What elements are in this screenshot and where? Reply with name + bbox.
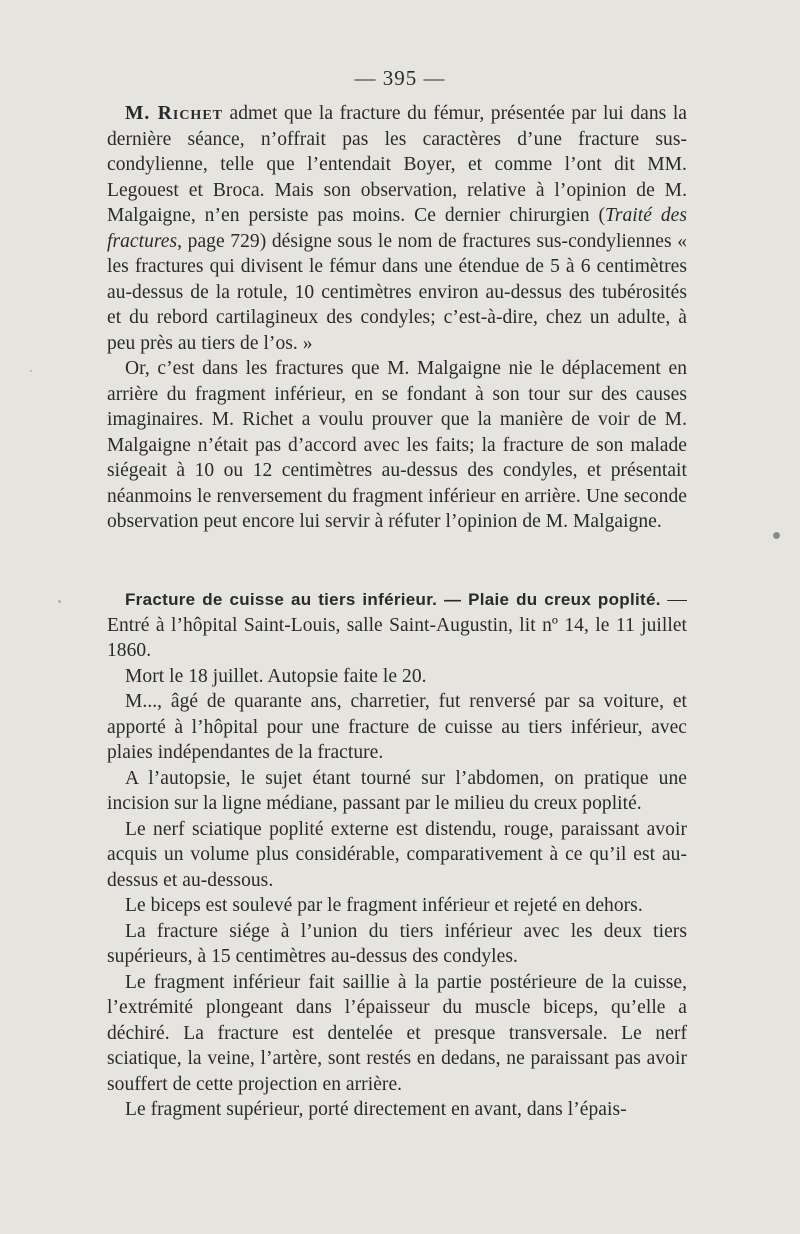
- paper-speck: [773, 532, 780, 539]
- page-number: — 395 —: [354, 66, 446, 90]
- paper-speck: [30, 370, 32, 372]
- case-death: Mort le 18 juillet. Autopsie faite le 20.: [125, 665, 427, 687]
- book-title: Traité des fractures: [107, 205, 688, 252]
- paragraph-text: , page 729) désigne sous le nom de fractures sus-condyliennes « les fractures qui divisent le fémur dans une étendue de 5 à 6 centimètres au-dessus de la rotule, 10 centimètres environ au-dessus des tubérosités et du rebord cartilagineux des condyles; c’est-à-dire, chez un adulte, à peu près au tiers de l’os. »: [107, 230, 687, 354]
- case-nerve: Le nerf sciatique poplité externe est distendu, rouge, paraissant avoir acquis un volume plus considérable, comparativement à ce qu’il est au-dessus et au-dessous.: [107, 818, 687, 891]
- paragraph-malgaigne: Or, c’est dans les fractures que M. Malgaigne nie le déplacement en arrière du fragment inférieur, en se fondant à son tour sur des causes imaginaires. M. Richet a voulu prouver que la manière de voir de M. Malgaigne n’était pas d’accord avec les faits; la fracture de son malade siégeait à 10 ou 12 centimètres au-dessus des condyles, et présentait néanmoins le renversement du fragment inférieur en arrière. Une seconde observation peut encore lui servir à réfuter l’opinion de M. Malgaigne.: [107, 358, 687, 532]
- paragraph-richet: [107, 101, 687, 356]
- paper-speck: [58, 600, 61, 603]
- case-union: La fracture siége à l’union du tiers inférieur avec les deux tiers supérieurs, à 15 centimètres au-dessus des condyles.: [107, 920, 687, 967]
- case-admission: — Entré à l’hôpital Saint-Louis, salle Saint-Augustin, lit nº 14, le 11 juillet 1860.: [107, 589, 687, 661]
- case-title: Fracture de cuisse au tiers inférieur. — Plaie du creux poplité.: [125, 590, 661, 609]
- case-upper-fragment: Le fragment supérieur, porté directement en avant, dans l’épais-: [125, 1099, 627, 1120]
- case-patient: M..., âgé de quarante ans, charretier, fut renversé par sa voiture, et apporté à l’hôpital pour une fracture de cuisse au tiers inférieur, avec plaies indépendantes de la fracture.: [107, 691, 687, 763]
- case-biceps: Le biceps est soulevé par le fragment inférieur et rejeté en dehors.: [125, 895, 643, 916]
- case-lower-fragment: Le fragment inférieur fait saillie à la partie postérieure de la cuisse, l’extrémité plongeant dans l’épaisseur du muscle biceps, qu’elle a déchiré. La fracture est dentelée et presque transversale. Le nerf sciatique, la veine, l’artère, sont restés en dedans, ne paraissant pas avoir souffert de cette projection en arrière.: [107, 971, 687, 1095]
- case-report: [107, 587, 687, 1123]
- case-heading: [107, 587, 687, 664]
- case-autopsy: A l’autopsie, le sujet étant tourné sur l’abdomen, on pratique une incision sur la ligne médiane, passant par le milieu du creux poplité.: [107, 767, 687, 814]
- discussion-text: [107, 101, 687, 535]
- author-name: M. Richet: [125, 103, 223, 124]
- paragraph-text: admet que la fracture du fémur, présentée par lui dans la dernière séance, n’offrait pas les caractères d’une fracture sus-condylienne, telle que l’entendait Boyer, et comme l’ont dit MM. Legouest et Broca. Mais son observation, relative à l’opinion de M. Malgaigne, n’en persiste pas moins. Ce dernier chirurgien (: [107, 103, 687, 226]
